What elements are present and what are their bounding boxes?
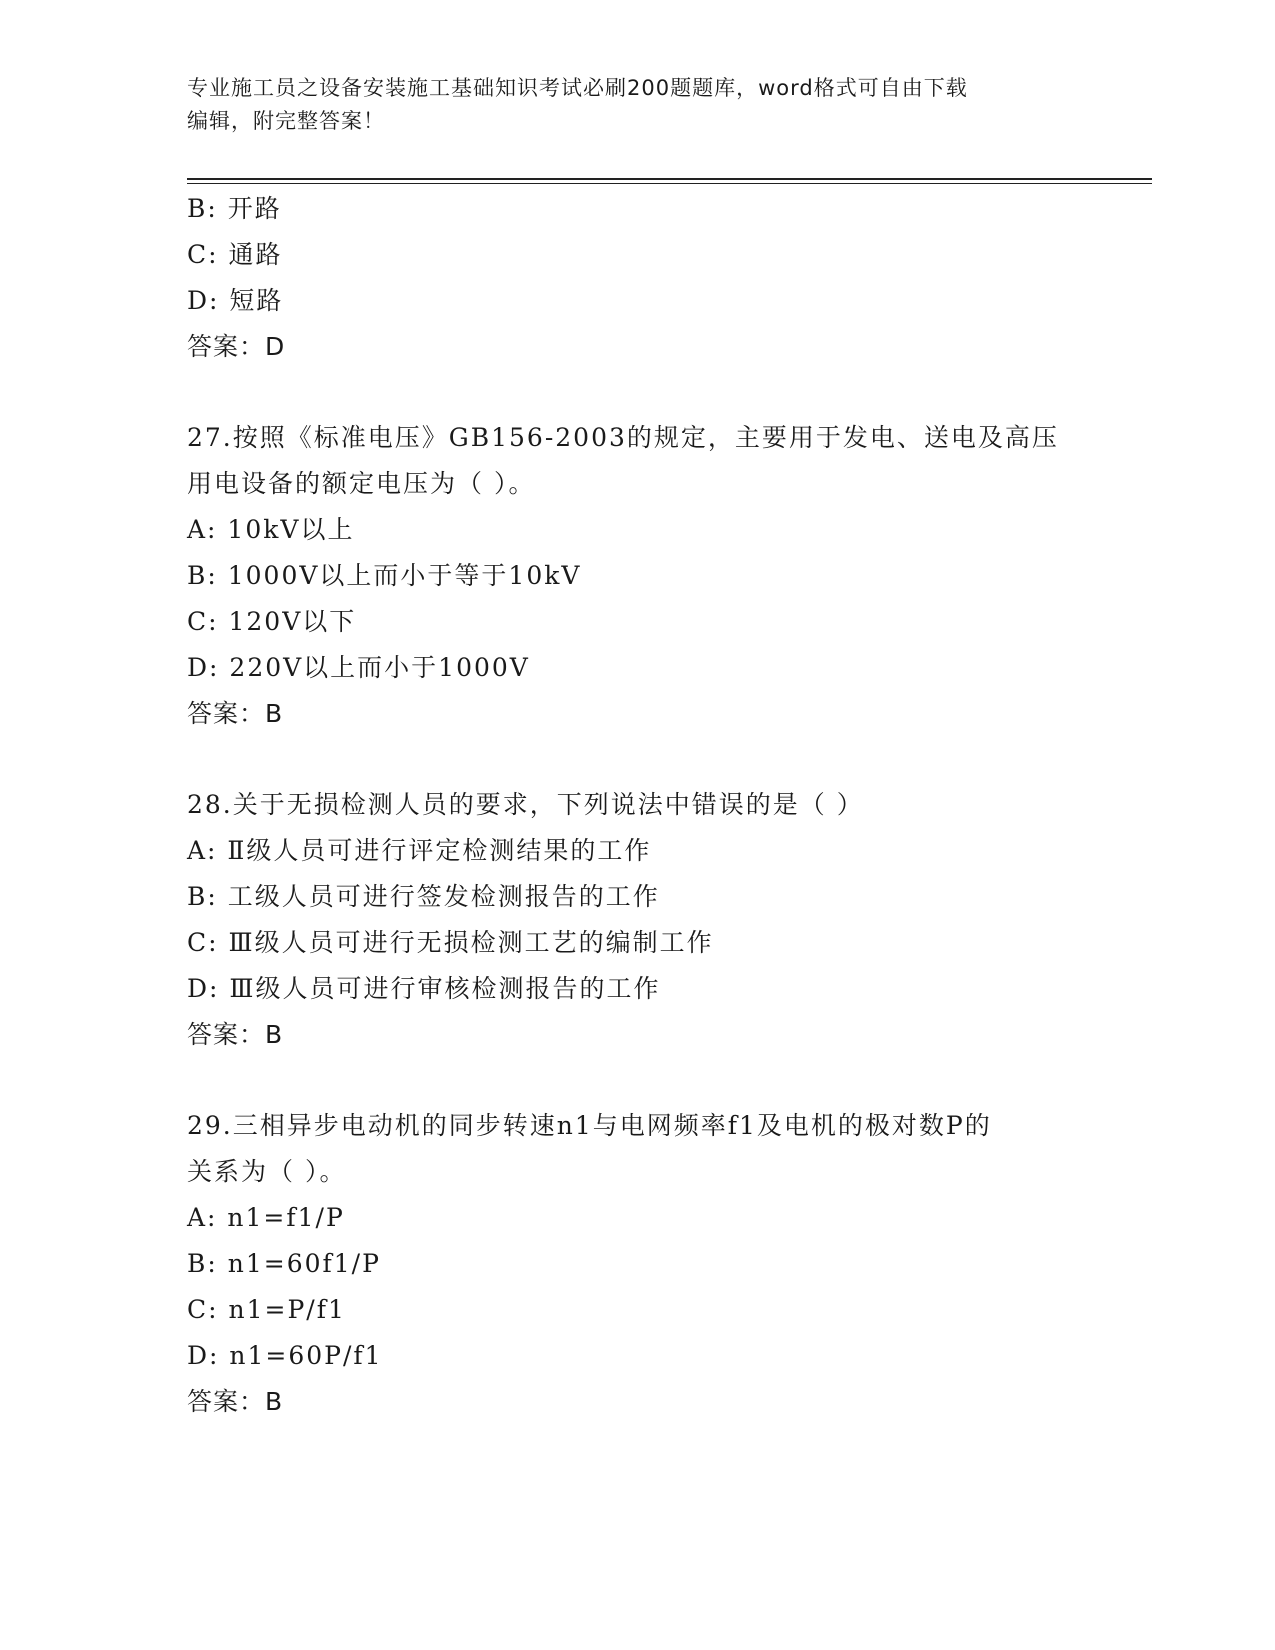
answer-line: 答案：B <box>187 699 284 728</box>
option-c: C: 120V以下 <box>187 607 357 636</box>
spacer <box>187 737 1107 782</box>
spacer <box>187 1058 1107 1103</box>
question-stem-line-2: 关系为（ ）。 <box>187 1157 347 1186</box>
question-block-27 <box>187 415 1107 737</box>
page-header <box>187 72 1067 138</box>
option-c: C: Ⅲ级人员可进行无损检测工艺的编制工作 <box>187 928 714 957</box>
option-d: D: 220V以上而小于1000V <box>187 653 530 682</box>
header-title-line-1: 专业施工员之设备安装施工基础知识考试必刷200题题库，word格式可自由下载 <box>187 76 968 100</box>
header-divider <box>187 178 1152 184</box>
question-stem-line-1: 28.关于无损检测人员的要求，下列说法中错误的是（ ） <box>187 790 864 819</box>
option-c: C: 通路 <box>187 240 283 269</box>
option-a: A: n1=f1/P <box>187 1203 345 1232</box>
answer-line: 答案：D <box>187 332 286 361</box>
option-a: A: 10kV以上 <box>187 515 355 544</box>
header-title-line-2: 编辑，附完整答案！ <box>187 109 385 133</box>
option-a: A: Ⅱ级人员可进行评定检测结果的工作 <box>187 836 652 865</box>
question-block-carryover <box>187 186 1107 370</box>
option-b: B: 1000V以上而小于等于10kV <box>187 561 582 590</box>
answer-line: 答案：B <box>187 1020 284 1049</box>
option-b: B: 工级人员可进行签发检测报告的工作 <box>187 882 660 911</box>
answer-line: 答案：B <box>187 1387 284 1416</box>
question-stem-line-1: 29.三相异步电动机的同步转速n1与电网频率f1及电机的极对数P的 <box>187 1111 992 1140</box>
question-block-29 <box>187 1103 1107 1425</box>
spacer <box>187 370 1107 415</box>
option-b: B: 开路 <box>187 194 282 223</box>
option-d: D: Ⅲ级人员可进行审核检测报告的工作 <box>187 974 661 1003</box>
option-b: B: n1=60f1/P <box>187 1249 381 1278</box>
option-d: D: n1=60P/f1 <box>187 1341 383 1370</box>
question-stem-line-1: 27.按照《标准电压》GB156-2003的规定，主要用于发电、送电及高压 <box>187 423 1059 452</box>
question-list <box>187 186 1107 1425</box>
option-d: D: 短路 <box>187 286 284 315</box>
option-c: C: n1=P/f1 <box>187 1295 346 1324</box>
question-block-28 <box>187 782 1107 1058</box>
question-stem-line-2: 用电设备的额定电压为（ ）。 <box>187 469 536 498</box>
